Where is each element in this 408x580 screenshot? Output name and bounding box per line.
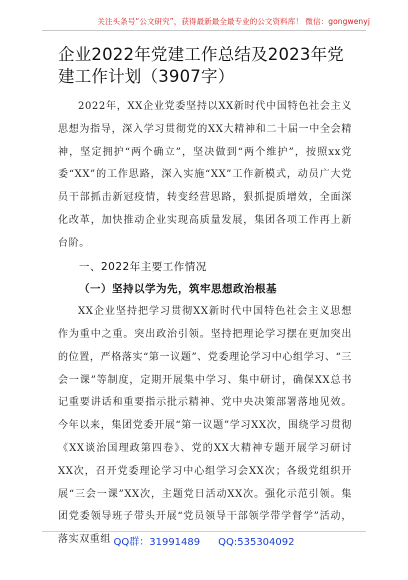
footer-qq-group: QQ群：31991489 [113,537,201,548]
document-body [58,96,352,552]
header-rule [42,30,366,31]
section-heading: 一、2022年主要工作情况 [79,260,207,273]
footer-rule [42,531,366,532]
footer-qq: QQ:535304092 [218,537,295,548]
header-banner: 关注头条号“公文研究”，获得最新最全最专业的公文资料库！ 微信：gongwenyj [97,17,370,26]
subsection-paragraph: XX企业坚持把学习贯彻XX新时代中国特色社会主义思想作为重中之重。突出政治引领。坚持把理论学习摆在更加突出的位置，严格落实“第一议题”、党委理论学习中心组学习、“三会一课”等制度，定期开展集中学习、集中研讨，确保XX总书记重要讲话和重要指示批示精神、党中央决策部署落地见效。今年以来，集团党委开展“第一议题”学习XX次，围绕学习贯彻《XX谈治国理政第四卷》、党的XX大精神专题开展学习研讨XX次，召开党委理论学习中心组学习会XX次；各级党组织开展“三会一课”XX次，主题党日活动XX次。强化示范引领。集团党委领导班子带头开展“党员领导干部领学带学督学”活动，落实双重组 [58,306,352,546]
subsection-heading: （一）坚持以学为先，筑牢思想政治根基 [79,283,277,296]
footer-contact [0,533,408,548]
document-title: 企业2022年党建工作总结及2023年党建工作计划（3907字） [58,45,344,86]
intro-paragraph: 2022年，XX企业党委坚持以XX新时代中国特色社会主义思想为指导，深入学习贯彻党的XX大精神和二十届一中全会精神，坚定拥护“两个确立”，坚决做到“两个维护”，按照xx党委“XX”的工作思路，深入实施“XX”工作新模式，动员广大党员干部抓击新冠疫情，转变经营思路，狠抓提质增效，全面深化改革，加快推动企业实现高质量发展，集团各项工作再上新台阶。 [58,101,352,249]
